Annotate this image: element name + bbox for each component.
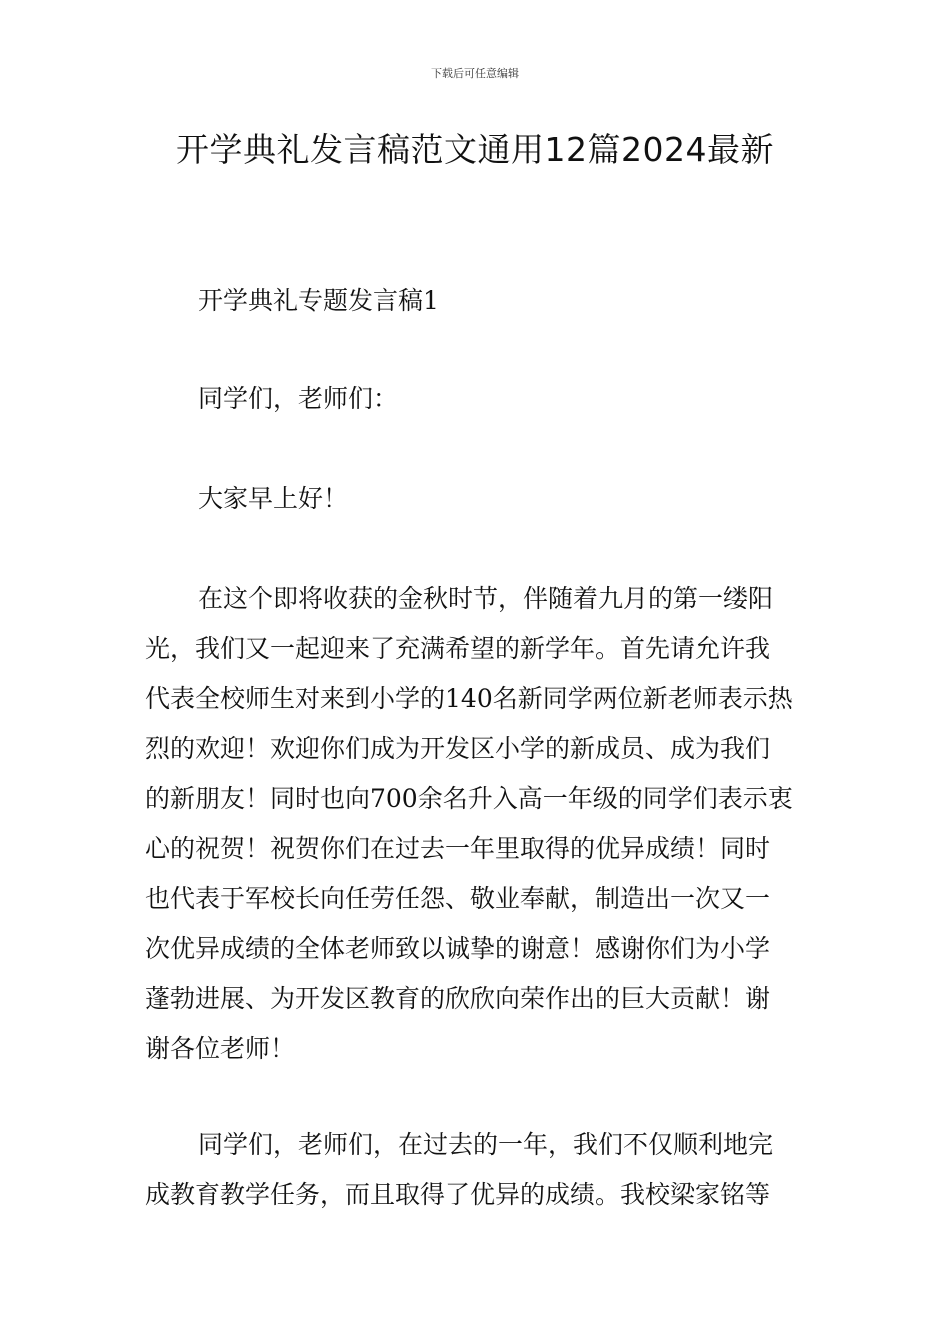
paragraph-line: 次优异成绩的全体老师致以诚挚的谢意！感谢你们为小学	[145, 934, 771, 963]
paragraph-line: 的新朋友！同时也向700余名升入高一年级的同学们表示衷	[145, 784, 793, 813]
paragraph-1	[145, 574, 809, 1074]
paragraph-line: 在这个即将收获的金秋时节，伴随着九月的第一缕阳	[198, 584, 774, 613]
header-note: 下载后可任意编辑	[431, 67, 519, 80]
salutation: 同学们，老师们：	[198, 384, 399, 413]
paragraph-line: 心的祝贺！祝贺你们在过去一年里取得的优异成绩！同时	[145, 834, 771, 863]
section-heading: 开学典礼专题发言稿1	[198, 286, 439, 315]
paragraph-line: 同学们，老师们，在过去的一年，我们不仅顺利地完	[198, 1130, 774, 1159]
paragraph-line: 也代表于军校长向任劳任怨、敬业奉献，制造出一次又一	[145, 884, 771, 913]
paragraph-line: 蓬勃进展、为开发区教育的欣欣向荣作出的巨大贡献！谢	[145, 984, 771, 1013]
paragraph-line: 谢各位老师！	[145, 1034, 296, 1063]
paragraph-line: 烈的欢迎！欢迎你们成为开发区小学的新成员、成为我们	[145, 734, 771, 763]
paragraph-line: 代表全校师生对来到小学的140名新同学两位新老师表示热	[145, 684, 793, 713]
paragraph-line: 成教育教学任务，而且取得了优异的成绩。我校梁家铭等	[145, 1180, 771, 1209]
greeting: 大家早上好！	[198, 484, 349, 513]
paragraph-line: 光，我们又一起迎来了充满希望的新学年。首先请允许我	[145, 634, 771, 663]
document-title: 开学典礼发言稿范文通用12篇2024最新	[176, 130, 774, 169]
paragraph-2	[145, 1120, 809, 1220]
